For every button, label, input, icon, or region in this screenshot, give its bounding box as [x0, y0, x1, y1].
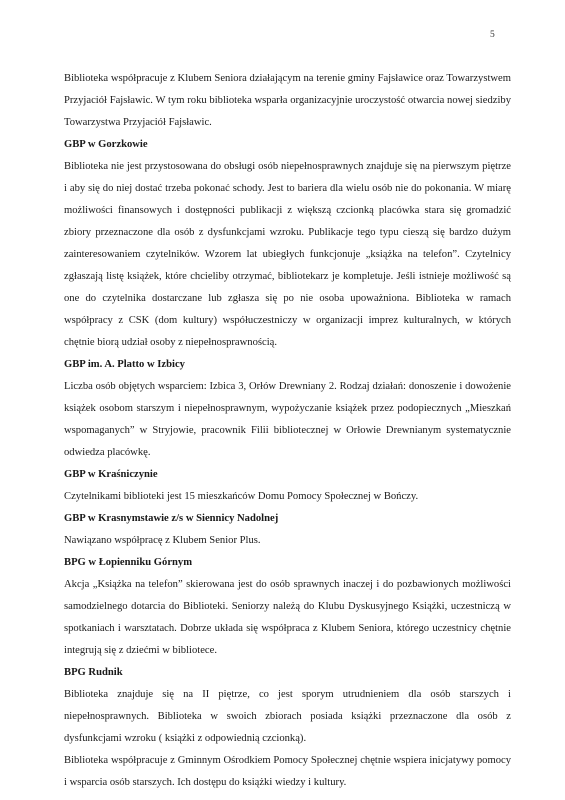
section-paragraph-lopiennik: Akcja „Książka na telefon” skierowana jest do osób sprawnych inaczej i do pozbawionych możliwości samodzielnego dotarcia do Biblioteki. Seniorzy należą do Klubu Dyskusyjnego Książki, uczestniczą w spotkaniach i warsztatach. Dobrze układa się współpraca z Klubem Seniora, którego uczestnicy chętnie integrują się z dziećmi w bibliotece.: [64, 579, 511, 656]
section-heading-izbica: GBP im. A. Platto w Izbicy: [64, 359, 185, 370]
section-heading-rudnik: BPG Rudnik: [64, 667, 123, 678]
page-number: 5: [490, 30, 495, 40]
section-heading-krasnystaw: GBP w Krasnymstawie z/s w Siennicy Nadolnej: [64, 513, 279, 524]
section-paragraph-gorzkow: Biblioteka nie jest przystosowana do obsługi osób niepełnosprawnych znajduje się na pierwszym piętrze i aby się do niej dostać trzeba pokonać schody. Jest to bariera dla wielu osób nie do pokonania. W miarę możliwości finansowych i dostępności publikacji z większą czcionką placówka stara się gromadzić zbiory przeznaczone dla osób z dysfunkcjami wzroku. Publikacje tego typu cieszą się bardzo dużym zainteresowaniem czytelników. Wzorem lat ubiegłych funkcjonuje „książka na telefon”. Czytelnicy zgłaszają listę książek, które chcieliby otrzymać, bibliotekarz je kompletuje. Jeśli istnieje możliwość są one do czytelnika dostarczane lub zgłasza się po nie osoba upoważniona. Biblioteka w ramach współpracy z CSK (dom kultury) współuczestniczy w organizacji imprez kulturalnych, w których chętnie biorą udział osoby z niepełnosprawnością.: [64, 161, 511, 348]
section-heading-gorzkow: GBP w Gorzkowie: [64, 139, 148, 150]
intro-paragraph: Biblioteka współpracuje z Klubem Seniora działającym na terenie gminy Fajsławice oraz Towarzystwem Przyjaciół Fajsławic. W tym roku biblioteka wsparła organizacyjnie uroczystość otwarcia nowej siedziby Towarzystwa Przyjaciół Fajsławic.: [64, 73, 511, 128]
section-paragraph-izbica: Liczba osób objętych wsparciem: Izbica 3, Orłów Drewniany 2. Rodzaj działań: donoszenie i dowożenie książek osobom starszym i niepełnosprawnym, wypożyczanie książek przez podopiecznych „Mieszkań wspomaganych” w Stryjowie, pracownik Filii bibliotecznej w Orłowie Drewnianym systematycznie odwiedza placówkę.: [64, 381, 511, 458]
section-heading-krasniczyn: GBP w Kraśniczynie: [64, 469, 158, 480]
section-paragraph-krasniczyn: Czytelnikami biblioteki jest 15 mieszkańców Domu Pomocy Społecznej w Bończy.: [64, 491, 419, 502]
section-heading-lopiennik: BPG w Łopienniku Górnym: [64, 557, 193, 568]
section-paragraph-rudnik-1: Biblioteka znajduje się na II piętrze, co jest sporym utrudnieniem dla osób starszych i niepełnosprawnych. Biblioteka w swoich zbiorach posiada książki przeznaczone dla osób z dysfunkcjami wzroku ( książki z odpowiednią czcionką).: [64, 689, 511, 744]
section-paragraph-krasnystaw: Nawiązano współpracę z Klubem Senior Plus.: [64, 535, 261, 546]
section-paragraph-rudnik-2: Biblioteka współpracuje z Gminnym Ośrodkiem Pomocy Społecznej chętnie wspiera inicjatywy pomocy i wsparcia osób starszych. Ich dostępu do książki wiedzy i kultury.: [64, 755, 511, 788]
document-body: [64, 68, 511, 794]
